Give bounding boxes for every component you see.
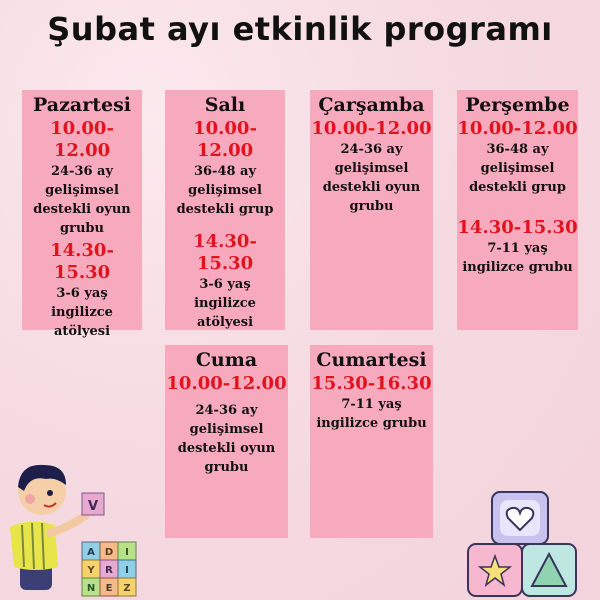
day-name: Salı — [204, 94, 246, 116]
block-letter: R — [105, 565, 113, 576]
block-letter: N — [86, 583, 96, 594]
activity-line: gelişimsel — [480, 161, 555, 176]
card-cumartesi — [310, 345, 433, 538]
time-slot: 14.30-15.30 — [50, 240, 114, 283]
time-slot: 10.00-12.00 — [166, 373, 287, 394]
day-name: Pazartesi — [33, 94, 131, 116]
time-slot: 10.00-12.00 — [457, 118, 578, 139]
time-slot: 10.00-12.00 — [193, 118, 257, 161]
block-letter: I — [125, 565, 129, 576]
activity-line: atölyesi — [196, 315, 254, 330]
activity-line: grubu — [60, 221, 104, 236]
day-name: Cumartesi — [316, 349, 427, 371]
activity-line: gelişimsel — [189, 422, 264, 437]
activity-line: 24-36 ay — [340, 142, 403, 157]
activity-line: destekli grup — [469, 180, 566, 195]
activity-line: 3-6 yaş — [199, 277, 251, 292]
activity-line: ingilizce — [51, 305, 113, 320]
card-carsamba — [310, 90, 433, 330]
activity-line: 24-36 ay — [195, 403, 258, 418]
time-slot: 10.00-12.00 — [50, 118, 114, 161]
block-letter: E — [105, 583, 113, 594]
block-letter: Z — [123, 583, 131, 594]
activity-line: gelişimsel — [334, 161, 409, 176]
child-playing-icon — [0, 455, 145, 600]
block-letter: V — [87, 499, 99, 514]
activity-line: ingilizce grubu — [462, 260, 573, 275]
card-pazartesi — [22, 90, 142, 339]
block-letter: I — [125, 547, 129, 558]
card-persembe — [457, 90, 578, 330]
card-sali — [165, 90, 285, 330]
activity-line: 24-36 ay — [50, 164, 114, 179]
day-name: Perşembe — [465, 94, 570, 116]
toy-blocks-icon — [462, 488, 582, 600]
block-letter: D — [104, 547, 114, 558]
activity-line: 36-48 ay — [486, 142, 549, 157]
activity-line: destekli oyun — [322, 180, 421, 195]
card-cuma — [165, 345, 288, 538]
activity-line: 7-11 yaş — [487, 241, 548, 256]
activity-line: ingilizce grubu — [316, 416, 427, 431]
page-title: Şubat ayı etkinlik programı — [47, 10, 553, 48]
day-name: Çarşamba — [318, 94, 425, 116]
time-slot: 14.30-15.30 — [193, 231, 257, 274]
activity-line: destekli oyun — [177, 441, 276, 456]
activity-line: ingilizce — [194, 296, 256, 311]
activity-line: destekli oyun — [33, 202, 131, 217]
activity-line: gelişimsel — [188, 183, 262, 198]
activity-line: destekli grup — [176, 202, 274, 217]
time-slot: 14.30-15.30 — [457, 217, 578, 238]
time-slot: 15.30-16.30 — [311, 373, 432, 394]
activity-line: atölyesi — [53, 324, 111, 339]
activity-line: gelişimsel — [45, 183, 119, 198]
activity-line: grubu — [349, 199, 394, 214]
activity-line: 7-11 yaş — [341, 397, 402, 412]
time-slot: 10.00-12.00 — [311, 118, 432, 139]
activity-line: grubu — [204, 460, 249, 475]
activity-line: 3-6 yaş — [56, 286, 108, 301]
block-letter: Y — [87, 565, 95, 576]
day-name: Cuma — [195, 349, 258, 371]
activity-line: 36-48 ay — [193, 164, 257, 179]
block-letter: A — [87, 547, 95, 558]
